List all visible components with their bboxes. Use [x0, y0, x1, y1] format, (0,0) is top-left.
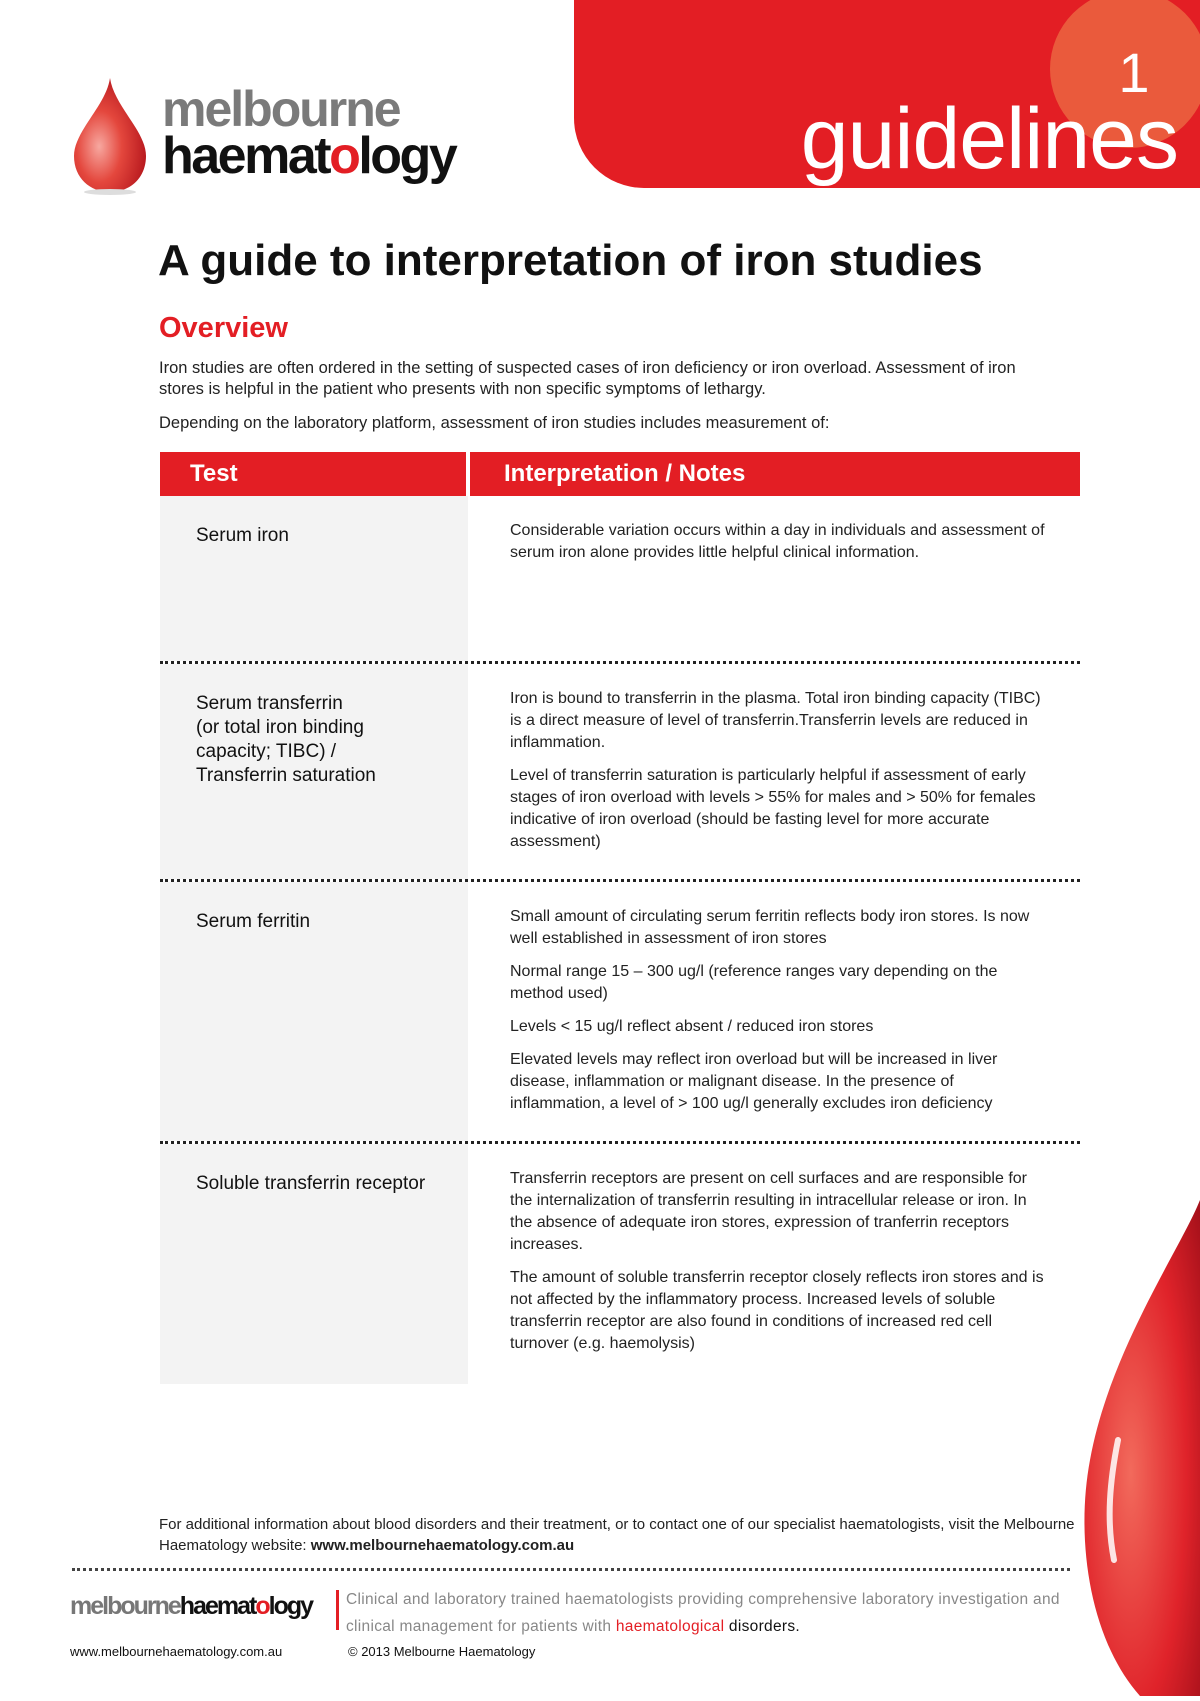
test-notes: Transferrin receptors are present on cell surfaces and are responsible for the internalization of transferrin resulting in intracellular release or iron. In the absence of adequate iron stores, expression of tranferrin receptors increases. The amount of soluble transferrin receptor closely reflects iron stores and is not affected by the inflammatory process. Increased levels of soluble transferrin receptor are also found in conditions of increased red cell turnover (e.g. haemolysis) [510, 1170, 1044, 1352]
brand-logo [162, 81, 456, 185]
test-notes: Considerable variation occurs within a day in individuals and assessment of serum iron alone provides little helpful clinical information. [510, 522, 1045, 561]
table-row-serum-ferritin [160, 882, 1080, 1141]
table-row-serum-iron [160, 496, 1080, 661]
footer-separator [336, 1590, 339, 1630]
footer-divider [72, 1568, 1070, 1571]
logo-haematology: haematology [162, 127, 456, 185]
iron-studies-table [160, 452, 1080, 1384]
column-header-test: Test [160, 452, 466, 496]
guidelines-label: guidelines [800, 91, 1178, 187]
test-name: Serum transferrin (or total iron binding capacity; TIBC) / Transferrin saturation [160, 664, 468, 879]
test-name: Serum ferritin [160, 882, 468, 1141]
table-row-soluble-transferrin-receptor [160, 1144, 1080, 1384]
large-blood-drop-icon [1070, 1200, 1200, 1701]
footer-note: For additional information about blood disorders and their treatment, or to contact one of our specialist haematologists, visit the Melbourne Haematology website: www.melbournehaematology.com.au [159, 1516, 1075, 1554]
test-notes: Small amount of circulating serum ferritin reflects body iron stores. Is now well established in assessment of iron stores Normal range 15 – 300 ug/l (reference ranges vary depending on the method used) Levels < 15 ug/l reflect absent / reduced iron stores Elevated levels may reflect iron overload but will be increased in liver disease, inflammation or malignant disease. In the presence of inflammation, a level of > 100 ug/l generally excludes iron deficiency [510, 908, 1030, 1112]
website-link[interactable]: www.melbournehaematology.com.au [310, 1537, 575, 1554]
blood-drop-icon [70, 76, 150, 201]
footer-tagline: Clinical and laboratory trained haematologists providing comprehensive laboratory investigation and clinical management for patients with haematological disorders. [346, 1591, 1060, 1635]
page-title: A guide to interpretation of iron studies [158, 236, 983, 285]
overview-heading: Overview [159, 312, 288, 344]
footer-website[interactable]: www.melbournehaematology.com.au [70, 1644, 283, 1659]
column-header-notes: Interpretation / Notes [470, 452, 1080, 496]
test-notes: Iron is bound to transferrin in the plasma. Total iron binding capacity (TIBC) is a direct measure of level of transferrin.Transferrin levels are reduced in inflammation. Level of transferrin saturation is particularly helpful if assessment of early stages of iron overload with levels > 55% for males and > 50% for females indicative of iron overload (should be fasting level for more accurate assessment) [510, 690, 1041, 850]
table-header [160, 452, 1080, 496]
footer-logo: melbournehaematology [70, 1592, 313, 1620]
overview-paragraph: Iron studies are often ordered in the setting of suspected cases of iron deficiency or iron overload. Assessment of iron stores is helpful in the patient who presents with non specific symptoms of lethargy. [159, 359, 1016, 398]
table-row-serum-transferrin [160, 664, 1080, 879]
test-name: Serum iron [160, 496, 468, 661]
guidelines-tab [574, 0, 1200, 188]
guideline-number: 1 [1118, 41, 1150, 104]
overview-paragraph: Depending on the laboratory platform, assessment of iron studies includes measurement of: [159, 414, 830, 432]
test-name: Soluble transferrin receptor [160, 1144, 468, 1384]
overview-text [159, 358, 1059, 447]
logo-melbourne: melbourne [162, 81, 400, 137]
footer-copyright: © 2013 Melbourne Haematology [348, 1644, 536, 1659]
